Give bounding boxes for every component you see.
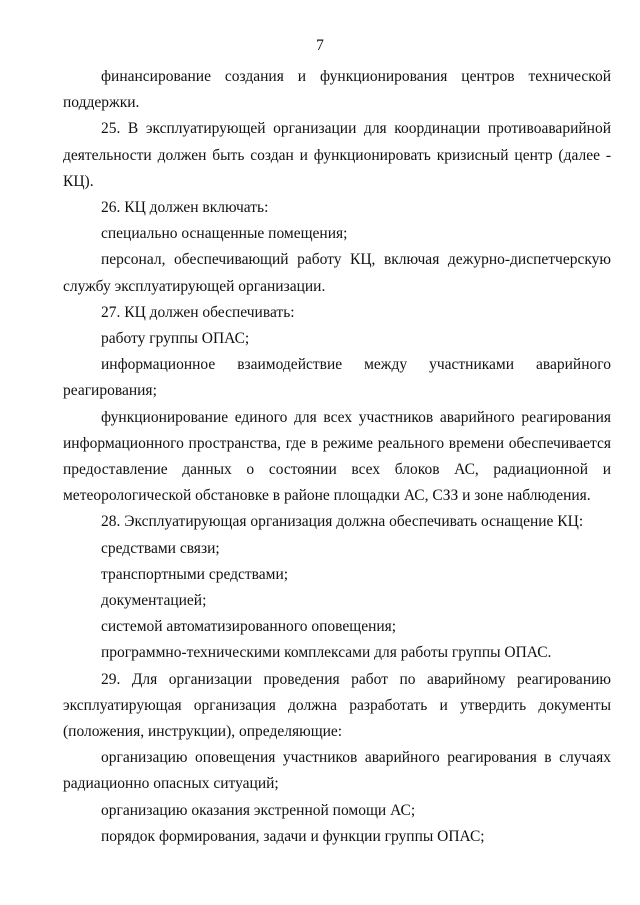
list-item: организацию оказания экстренной помощи АС;: [101, 801, 416, 819]
paragraph-28: 28. Эксплуатирующая организация должна обеспечивать оснащение КЦ:: [101, 513, 584, 531]
paragraph-continuation: финансирование создания и функционирования центров технической поддержки.: [63, 68, 611, 112]
list-item: средствами связи;: [101, 539, 220, 557]
paragraph-25: 25. В эксплуатирующей организации для координации противоаварийной деятельности должен быть создан и функционировать кризисный центр (далее - КЦ).: [63, 120, 611, 190]
document-body: [63, 64, 611, 850]
list-item: системой автоматизированного оповещения;: [101, 618, 397, 636]
page-number: 7: [316, 37, 324, 54]
list-item: персонал, обеспечивающий работу КЦ, включая дежурно-диспетчерскую службу эксплуатирующей организации.: [63, 251, 611, 295]
list-item: специально оснащенные помещения;: [101, 225, 348, 243]
paragraph-27: 27. КЦ должен обеспечивать:: [101, 303, 295, 321]
list-item: программно-техническими комплексами для работы группы ОПАС.: [101, 644, 552, 662]
list-item: транспортными средствами;: [101, 565, 289, 583]
list-item: информационное взаимодействие между участниками аварийного реагирования;: [63, 356, 611, 400]
paragraph-29: 29. Для организации проведения работ по аварийному реагированию эксплуатирующая организация должна разработать и утвердить документы (положения, инструкции), определяющие:: [63, 670, 611, 741]
list-item: организацию оповещения участников аварийного реагирования в случаях радиационно опасных ситуаций;: [63, 749, 611, 793]
list-item: порядок формирования, задачи и функции группы ОПАС;: [101, 827, 485, 845]
list-item: функционирование единого для всех участников аварийного реагирования информационного пространства, где в режиме реального времени обеспечивается предоставление данных о состоянии всех блоков АС, радиационной и метеорологической обстановке в районе площадки АС, СЗЗ и зоне наблюдения.: [63, 408, 611, 505]
paragraph-26: 26. КЦ должен включать:: [101, 199, 269, 217]
list-item: работу группы ОПАС;: [101, 330, 250, 348]
list-item: документацией;: [101, 592, 207, 610]
